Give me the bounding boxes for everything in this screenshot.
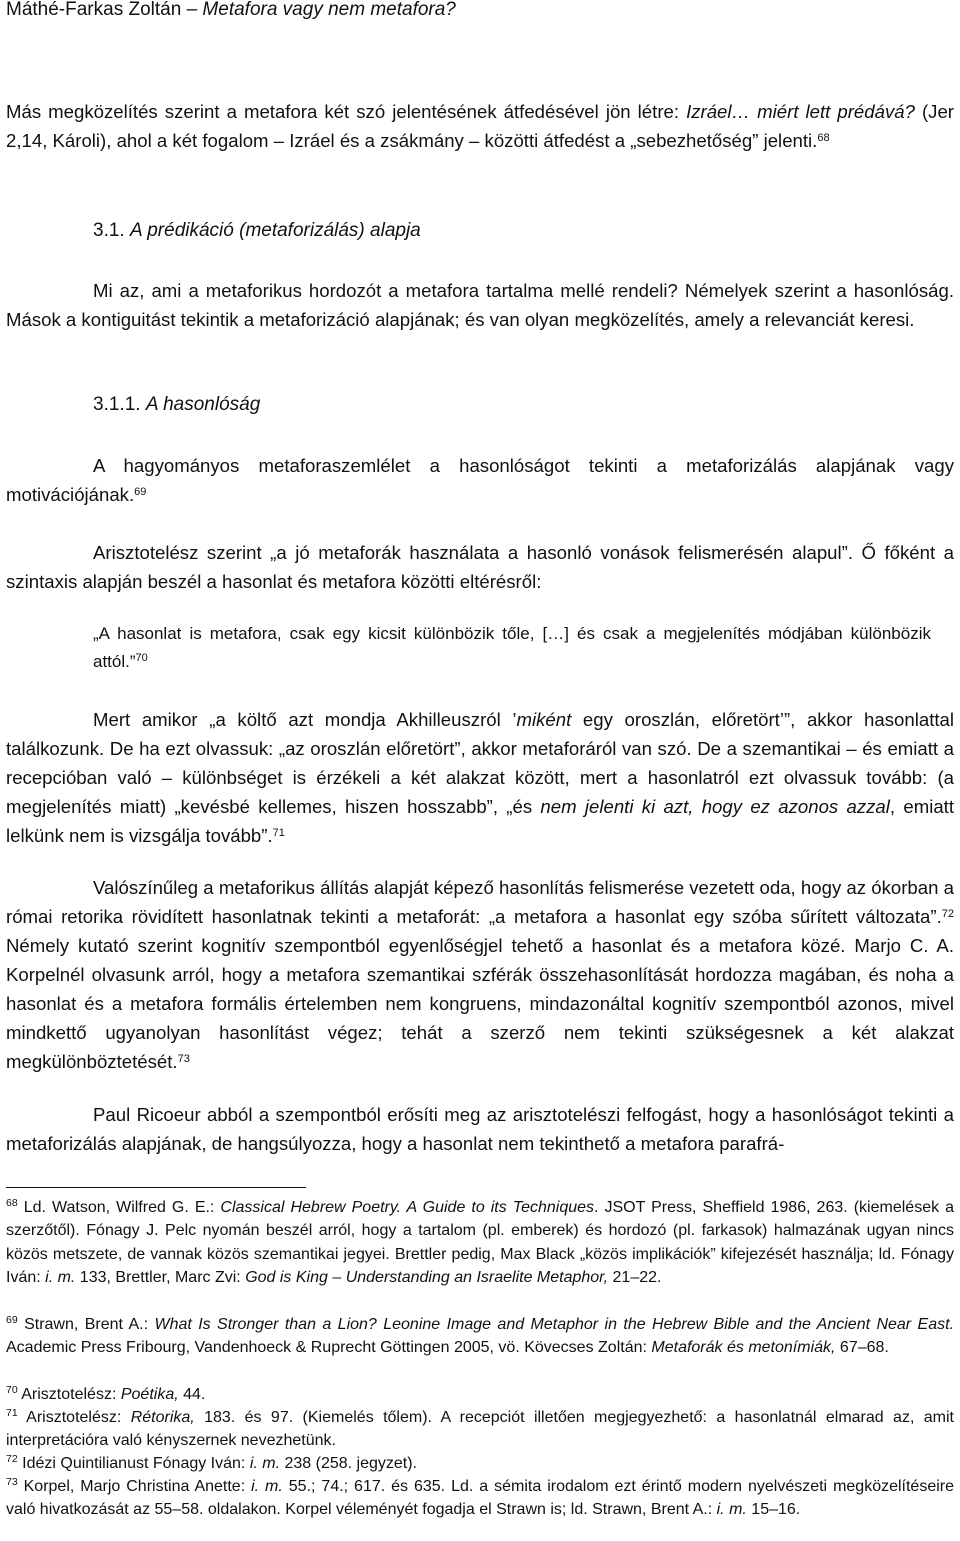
p6-text: Valószínűleg a metaforikus állítás alapját képező hasonlítás felismerése vezetett oda, hogy az ókorban a római retorika rövidített hasonlatnak tekinti a metaforát: „a metafora a hasonlat egy szóba sűrített változata”. — [6, 877, 954, 927]
fn68-text: Ld. Watson, Wilfred G. E.: — [17, 1199, 221, 1216]
fn72-italic: i. m. — [249, 1455, 281, 1472]
footnote-ref-71[interactable]: 71 — [272, 827, 285, 839]
fn71-text-2: 183. és 97. (Kiemelés tőlem). A recepciót illetően megjegyezhető: a hasonlatnál elmarad az, amit interpretációra való kényszernek nevezhetünk. — [6, 1409, 955, 1450]
fn70-italic: Poétika, — [120, 1386, 179, 1403]
heading-title: A hasonlóság — [145, 394, 261, 415]
footnote-number: 72 — [6, 1453, 18, 1465]
p3-text: A hagyományos metaforaszemlélet a hasonlóságot tekinti a metaforizálás alapjának vagy motivációjának. — [6, 455, 954, 505]
footnote-ref-73[interactable]: 73 — [177, 1053, 190, 1065]
section-heading-3-1-1 — [93, 392, 260, 418]
fn73-italic-2: i. m. — [716, 1501, 747, 1519]
block-quote — [93, 620, 931, 676]
fn69-italic-2: Metaforák és metonímiák, — [651, 1339, 836, 1357]
fn68-italic-3: God is King – Understanding an Israelite Metaphor, — [245, 1268, 609, 1286]
fn73-text: Korpel, Marjo Christina Anette: — [17, 1478, 252, 1495]
heading-number: 3.1. — [93, 220, 125, 241]
footnote-ref-72[interactable]: 72 — [941, 908, 954, 920]
heading-title: A prédikáció (metaforizálás) alapja — [129, 220, 421, 241]
fn72-text-2: 238 (258. jegyzet). — [280, 1455, 417, 1472]
paragraph-ricoeur: Paul Ricoeur abból a szempontból erősíti meg az arisztotelészi felfogást, hogy a hasonlóságot tekinti a metaforizálás alapjának, de hangsúlyozza, hogy a hasonlat nem tekinthető a metafora parafrá- — [6, 1104, 954, 1154]
fn68-text-4: 21–22. — [608, 1268, 662, 1286]
footnote-number: 69 — [6, 1314, 18, 1326]
footnote-71 — [6, 1406, 954, 1453]
footnote-number: 70 — [6, 1384, 18, 1396]
paragraph-traditional-view — [6, 451, 954, 509]
fn72-text: Idézi Quintilianust Fónagy Iván: — [17, 1455, 250, 1472]
p5-text: Mert amikor „a költő azt mondja Akhilleuszról ’ — [93, 709, 517, 730]
p1-italic: Izráel… miért lett prédává? — [686, 101, 915, 122]
fn73-text-3: 15–16. — [746, 1501, 801, 1519]
footnote-72 — [6, 1452, 954, 1475]
footnote-ref-69[interactable]: 69 — [134, 486, 147, 498]
section-heading-3-1 — [93, 218, 421, 244]
header-title: Metafora vagy nem metafora? — [202, 0, 456, 20]
footnote-number: 73 — [6, 1476, 18, 1488]
fn73-text-2: 55.; 74.; 617. és 635. Ld. a sémita irodalom ezt érintő modern nyelvészeti megközelítéseire való hivatkozását az 55–58. oldalakon. Korpel véleményét fogadja el Strawn is; ld. Strawn, Brent A.: — [6, 1478, 955, 1519]
p5-text-2: egy oroszlán, előretört’”, akkor hasonlattal találkozunk. De ha ezt olvassuk: „az oroszlán előretört”, akkor metaforáról van szó. De a szemantikai – és emiatt a recepcióban való – különbséget is érzékeli a két alakzat között, mert a hasonlatról ezt olvassuk tovább: (a megjelenítés miatt) „kevésbé kellemes, hiszen hosszabb”, „és — [6, 709, 954, 817]
footnote-ref-70[interactable]: 70 — [135, 652, 148, 664]
paragraph-achilles — [6, 705, 954, 850]
p1-text-2: (Jer 2,14, Károli), ahol a két fogalom – Izráel és a zsákmány – közötti átfedést a „sebezhetőség” jelenti. — [6, 101, 954, 151]
paragraph-overlap — [6, 97, 954, 155]
footnote-73 — [6, 1475, 954, 1522]
fn68-italic: Classical Hebrew Poetry. A Guide to its Techniques — [220, 1199, 595, 1216]
footnote-separator — [6, 1187, 306, 1188]
fn68-text-3: 133, Brettler, Marc Zvi: — [75, 1268, 246, 1286]
fn71-text: Arisztotelész: — [17, 1409, 131, 1426]
footnote-number: 71 — [6, 1407, 18, 1419]
fn69-italic: What Is Stronger than a Lion? Leonine Image and Metaphor in the Hebrew Bible and the Ancient Near East. — [154, 1316, 954, 1333]
fn71-italic: Rétorika, — [130, 1409, 195, 1426]
heading-number: 3.1.1. — [93, 394, 141, 415]
p1-text: Más megközelítés szerint a metafora két szó jelentésének átfedésével jön létre: — [6, 101, 687, 122]
p5-text-3: , emiatt lelkünk nem is vizsgálja tovább”. — [6, 796, 954, 846]
paragraph-roman-rhetoric — [6, 873, 954, 1076]
p6-text-2: Némely kutató szerint kognitív szempontból egyenlőségjel tehető a hasonlat és a metafora közé. Marjo C. A. Korpelnél olvasunk arról, hogy a metafora szemantikai szférák összehasonlítását hordozza magában, és noha a hasonlat és a metafora formális értelemben nem kongruens, mindazonáltal kognitív szempontból azonos, mivel mindkettő ugyanolyan hasonlítást végez; tehát a szerző nem tekinti szükségesnek a két alakzat megkülönböztetését. — [6, 935, 954, 1072]
header-author: Máthé-Farkas Zoltán – — [6, 0, 198, 20]
fn69-text: Strawn, Brent A.: — [17, 1316, 155, 1333]
p5-italic-2: nem jelenti ki azt, hogy ez azonos azzal — [540, 796, 890, 817]
paragraph-aristotle: Arisztotelész szerint „a jó metaforák használata a hasonló vonások felismerésén alapul”. Ő főként a szintaxis alapján beszél a hasonlat és metafora közötti eltérésről: — [6, 542, 954, 592]
fn73-italic: i. m. — [251, 1478, 283, 1495]
footnote-69 — [6, 1313, 954, 1360]
footnote-70 — [6, 1383, 954, 1406]
paragraph-basis: Mi az, ami a metaforikus hordozót a metafora tartalma mellé rendeli? Némelyek szerint a hasonlóság. Mások a kontiguitást tekintik a metaforizáció alapjának; és van olyan megközelítés, amely a relevanciát keresi. — [6, 280, 954, 330]
fn69-text-3: 67–68. — [835, 1339, 889, 1357]
fn70-text: Arisztotelész: — [17, 1386, 121, 1403]
footnote-68 — [6, 1196, 954, 1289]
p5-italic: miként — [516, 709, 572, 730]
fn68-text-2: . JSOT Press, Sheffield 1986, 263. (kiemelések a szerzőtől). Fónagy J. Pelc nyomán beszél arról, hogy a tartalom (pl. emberek) és hordozó (pl. farkasok) halmazának ugyan nincs közös metszete, de vannak közös szemantikai jegyei. Brettler pedig, Max Black „közös implikációk” kifejezését használja; ld. Fónagy Iván: — [6, 1199, 955, 1286]
footnote-ref-68[interactable]: 68 — [817, 132, 830, 144]
footnote-number: 68 — [6, 1197, 18, 1209]
running-header — [6, 0, 456, 23]
quote-text: „A hasonlat is metafora, csak egy kicsit különbözik tőle, […] és csak a megjelenítés módjában különbözik attól.” — [93, 624, 931, 671]
fn68-italic-2: i. m. — [45, 1268, 76, 1286]
fn69-text-2: Academic Press Fribourg, Vandenhoeck & Ruprecht Göttingen 2005, vö. Kövecses Zoltán: — [6, 1339, 652, 1357]
fn70-text-2: 44. — [178, 1386, 206, 1403]
